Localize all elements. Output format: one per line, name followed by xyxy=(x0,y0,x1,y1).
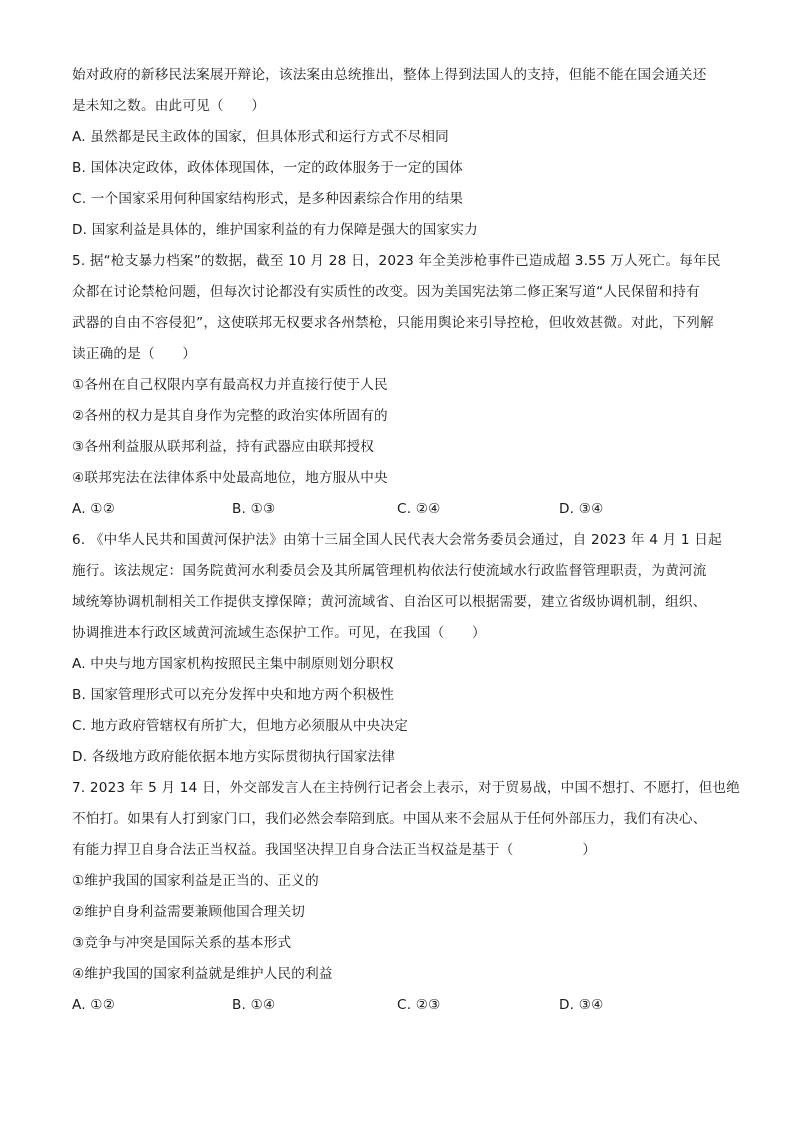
question-7 xyxy=(72,773,740,1021)
question-4 xyxy=(72,60,732,246)
question-stem-line: 不怕打。如果有人打到家门口，我们必然会奉陪到底。中国从来不会屈从于任何外部压力，我们有决心、 xyxy=(72,811,707,827)
option-b: B. 国家管理形式可以充分发挥中央和地方两个积极性 xyxy=(72,687,395,703)
statement-2: ②各州的权力是其自身作为完整的政治实体所固有的 xyxy=(72,408,388,424)
question-stem-line: 武器的自由不容侵犯”，这使联邦无权要求各州禁枪，只能用舆论来引导控枪，但收效甚微。对此，下列解 xyxy=(72,315,714,331)
question-stem-line: 读正确的是（ ） xyxy=(72,346,197,362)
question-stem-line: 始对政府的新移民法案展开辩论，该法案由总统推出，整体上得到法国人的支持，但能不能在国会通关还 xyxy=(72,67,707,83)
question-stem-line: 有能力捍卫自身合法正当权益。我国坚决捍卫自身合法正当权益是基于（ ） xyxy=(72,842,597,858)
choice-c: C. ②③ xyxy=(397,997,441,1013)
option-a: A. 中央与地方国家机构按照民主集中制原则划分职权 xyxy=(72,656,394,672)
option-b: B. 国体决定政体，政体体现国体，一定的政体服务于一定的国体 xyxy=(72,160,463,176)
choice-d: D. ③④ xyxy=(559,997,604,1013)
statement-2: ②维护自身利益需要兼顾他国合理关切 xyxy=(72,904,306,920)
question-stem-line: 协调推进本行政区域黄河流域生态保护工作。可见，在我国（ ） xyxy=(72,625,486,641)
choice-d: D. ③④ xyxy=(559,501,604,517)
option-c: C. 一个国家采用何种国家结构形式，是多种因素综合作用的结果 xyxy=(72,191,464,207)
choice-b: B. ①④ xyxy=(232,997,276,1013)
question-stem-line: 5. 据“枪支暴力档案”的数据，截至 10 月 28 日，2023 年全美涉枪事件已造成超 3.55 万人死亡。每年民 xyxy=(72,253,721,269)
question-5 xyxy=(72,246,732,525)
statement-3: ③竞争与冲突是国际关系的基本形式 xyxy=(72,935,292,951)
choice-a: A. ①② xyxy=(72,501,116,517)
option-a: A. 虽然都是民主政体的国家，但具体形式和运行方式不尽相同 xyxy=(72,129,449,145)
option-d: D. 国家利益是具体的，维护国家利益的有力保障是强大的国家实力 xyxy=(72,222,478,238)
statement-4: ④维护我国的国家利益就是维护人民的利益 xyxy=(72,966,333,982)
option-c: C. 地方政府管辖权有所扩大，但地方必须服从中央决定 xyxy=(72,718,408,734)
question-stem-line: 施行。该法规定：国务院黄河水利委员会及其所属管理机构依法行使流域水行政监督管理职责，为黄河流 xyxy=(72,563,707,579)
question-stem-line: 7. 2023 年 5 月 14 日，外交部发言人在主持例行记者会上表示，对于贸易战，中国不想打、不愿打，但也绝 xyxy=(72,780,740,796)
question-stem-line: 是未知之数。由此可见（ ） xyxy=(72,98,266,114)
choice-row xyxy=(72,990,732,1021)
question-6 xyxy=(72,525,732,773)
exam-page xyxy=(72,60,740,1021)
statement-4: ④联邦宪法在法律体系中处最高地位，地方服从中央 xyxy=(72,470,388,486)
statement-1: ①维护我国的国家利益是正当的、正义的 xyxy=(72,873,319,889)
question-stem-line: 域统筹协调机制相关工作提供支撑保障；黄河流域省、自治区可以根据需要，建立省级协调机制，组织、 xyxy=(72,594,707,610)
question-stem-line: 众都在讨论禁枪问题，但每次讨论都没有实质性的改变。因为美国宪法第二修正案写道“人民保留和持有 xyxy=(72,284,700,300)
choice-a: A. ①② xyxy=(72,997,116,1013)
choice-row xyxy=(72,494,732,525)
statement-3: ③各州利益服从联邦利益，持有武器应由联邦授权 xyxy=(72,439,375,455)
choice-b: B. ①③ xyxy=(232,501,276,517)
option-d: D. 各级地方政府能依据本地方实际贯彻执行国家法律 xyxy=(72,749,396,765)
choice-c: C. ②④ xyxy=(397,501,441,517)
statement-1: ①各州在自己权限内享有最高权力并直接行使于人民 xyxy=(72,377,388,393)
question-stem-line: 6. 《中华人民共和国黄河保护法》由第十三届全国人民代表大会常务委员会通过，自 2023 年 4 月 1 日起 xyxy=(72,532,722,548)
